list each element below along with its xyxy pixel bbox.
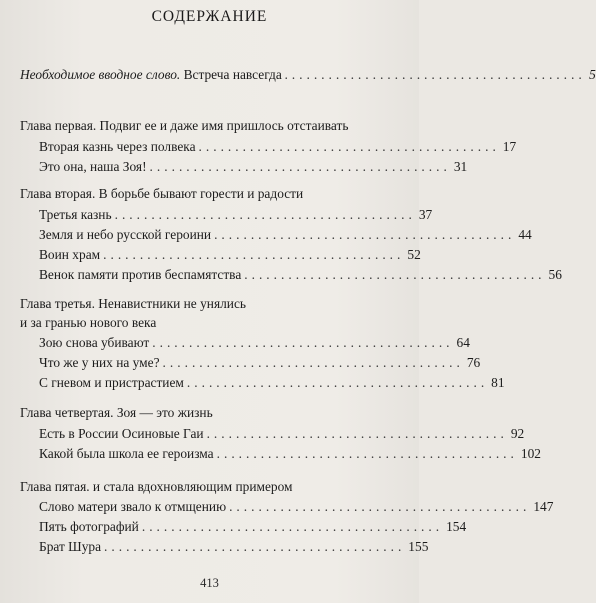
toc-entry-title: Вторая казнь через полвека: [39, 139, 196, 154]
toc-entry: [39, 538, 429, 556]
toc-entry-title: Воин храм: [39, 247, 101, 262]
toc-entry: [39, 246, 421, 264]
chapter-heading-2: Глава вторая. В борьбе бывают горести и радости: [20, 186, 304, 201]
toc-page-number: 92: [510, 426, 525, 441]
chapter-heading-4: Глава четвертая. Зоя — это жизнь: [20, 405, 213, 420]
toc-page-number: 147: [533, 499, 554, 514]
leader-dots: .........................................: [244, 267, 546, 282]
leader-dots: .........................................: [162, 355, 464, 370]
toc-page-number: 81: [491, 375, 505, 390]
toc-page-number: 31: [453, 159, 468, 174]
toc-entry: [39, 374, 505, 392]
chapter-heading-1: Глава первая. Подвиг ее и даже имя пришлось отстаивать: [20, 118, 349, 133]
toc-page-number: 76: [466, 355, 481, 370]
toc-entry-title: Какой была школа ее героизма: [39, 446, 214, 461]
chapter-heading-5: Глава пятая. и стала вдохновляющим примером: [20, 479, 293, 494]
toc-entry: [39, 206, 433, 224]
leader-dots: .........................................: [104, 539, 406, 554]
toc-entry-title: С гневом и пристрастием: [39, 375, 184, 390]
leader-dots: .........................................: [141, 519, 444, 534]
leader-dots: .........................................: [206, 426, 508, 441]
toc-entry-title: Венок памяти против беспамятства: [39, 267, 242, 282]
toc-page-number: 44: [518, 227, 532, 242]
toc-entry: [39, 518, 467, 536]
toc-entry: [39, 334, 470, 352]
toc-entry: [39, 498, 554, 516]
leader-dots: .........................................: [284, 67, 587, 82]
toc-page-number: 102: [520, 446, 541, 461]
toc-entry-title: Зою снова убивают: [39, 335, 150, 350]
toc-entry-title: Третья казнь: [39, 207, 112, 222]
toc-page-number: 17: [502, 139, 517, 154]
toc-entry-title: Брат Шура: [39, 539, 102, 554]
toc-entry: [39, 425, 525, 443]
toc-entry-title: Что же у них на уме?: [39, 355, 160, 370]
toc-entry: [39, 226, 532, 244]
toc-page-number: 154: [446, 519, 467, 534]
toc-page-number: 52: [407, 247, 421, 262]
page-number: 413: [200, 576, 219, 590]
toc-entry: [39, 138, 517, 156]
toc-entry: [39, 158, 468, 176]
toc-page-number: 56: [548, 267, 562, 282]
toc-entry-intro: [20, 66, 596, 84]
chapter-heading-3: Глава третья. Ненавистники не унялись: [20, 296, 246, 311]
leader-dots: .........................................: [114, 207, 416, 222]
toc-page-number: 64: [456, 335, 470, 350]
leader-dots: .........................................: [198, 139, 500, 154]
toc-page-number: 37: [418, 207, 433, 222]
toc-entry-title: Есть в России Осиновые Гаи: [39, 426, 204, 441]
toc-entry-title: Земля и небо русской героини: [39, 227, 212, 242]
leader-dots: .........................................: [216, 446, 518, 461]
toc-entry: [39, 266, 562, 284]
toc-entry: [39, 445, 541, 463]
toc-entry: [39, 354, 481, 372]
toc-entry-title: Необходимое вводное слово. Встреча навсегда: [20, 67, 282, 82]
leader-dots: .........................................: [152, 335, 454, 350]
page-title: СОДЕРЖАНИЕ: [151, 8, 268, 25]
chapter-heading-3-cont: и за гранью нового века: [20, 315, 157, 330]
leader-dots: .........................................: [214, 227, 516, 242]
toc-page-number: 155: [408, 539, 429, 554]
toc-page-number: 5: [589, 67, 596, 82]
toc-entry-title: Пять фотографий: [39, 519, 139, 534]
toc-entry-title: Это она, наша Зоя!: [39, 159, 147, 174]
leader-dots: .........................................: [229, 499, 531, 514]
toc-entry-title: Слово матери звало к отмщению: [39, 499, 227, 514]
leader-dots: .........................................: [103, 247, 405, 262]
leader-dots: .........................................: [186, 375, 489, 390]
leader-dots: .........................................: [149, 159, 451, 174]
